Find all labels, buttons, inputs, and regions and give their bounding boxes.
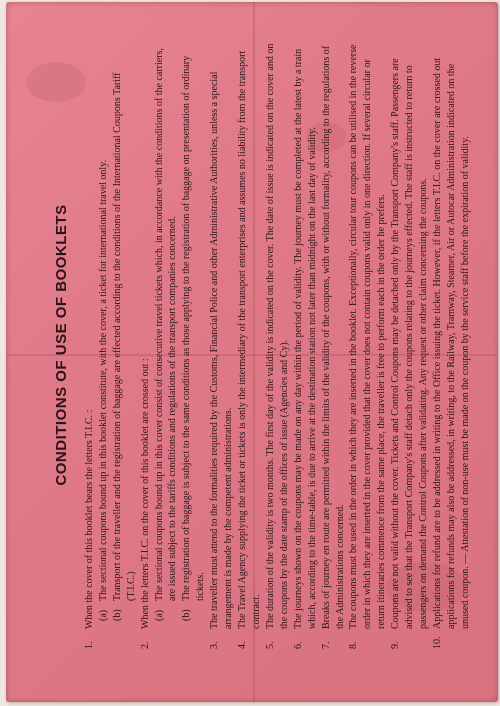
condition-body bbox=[389, 41, 431, 629]
condition-item bbox=[208, 41, 236, 649]
condition-item bbox=[139, 41, 209, 649]
condition-body bbox=[139, 41, 209, 629]
condition-number: 10. bbox=[431, 636, 443, 649]
condition-item bbox=[236, 41, 264, 649]
condition-body bbox=[347, 41, 389, 629]
condition-body bbox=[236, 41, 264, 629]
condition-number: 6. bbox=[292, 641, 304, 649]
subitem-label: (b) bbox=[111, 609, 123, 621]
condition-number: 2. bbox=[139, 641, 151, 649]
condition-body bbox=[431, 41, 473, 629]
condition-item bbox=[431, 41, 473, 649]
condition-body bbox=[208, 41, 236, 629]
condition-item bbox=[320, 41, 348, 649]
condition-body bbox=[83, 41, 139, 629]
condition-subitem bbox=[153, 41, 181, 629]
subitem-text: The sectional coupons bound up in this cover consist of consecutive travel tickets which, in accordance with the conditions of the carriers, are issued subject to the tariffs conditions and regulations of the transport companies concerned. bbox=[153, 48, 179, 601]
condition-text: The journeys shown on the coupons may be made on any day within the period of validity. The journey must be completed at the latest by a train which, according to the time-table, is due to arrive at the destination station not later than midnight on the last day of validity. bbox=[292, 48, 318, 629]
condition-subitem bbox=[180, 41, 208, 629]
condition-number: 3. bbox=[209, 641, 221, 649]
rotated-text-block bbox=[25, 23, 475, 683]
condition-item bbox=[347, 41, 389, 649]
subitem-label: (a) bbox=[97, 609, 109, 621]
condition-number: 1. bbox=[83, 641, 95, 649]
condition-body bbox=[264, 41, 292, 629]
condition-body bbox=[292, 41, 320, 629]
condition-text: The coupons must be used in the order in which they are inserted in the booklet. Exceptionally, circular tour coupons can be utilised in the reverse order in which they are inserted in the cover provided that the cover does not contain coupons valid only in one direction. If several circular or return itineraries commence from the same place, the traveller is free to perform each in the order he prefers. bbox=[348, 44, 388, 629]
condition-item bbox=[264, 41, 292, 649]
condition-text: The duration of the validity is two months. The first day of the validity is indicated on the cover. The date of issue is indicated on the cover and on the coupons by the date stamp of the offices of issue (Agencies and Cy). bbox=[264, 43, 290, 629]
condition-number: 5. bbox=[264, 641, 276, 649]
condition-text: Applications for refund are to be addressed in writing to the Office issuing the ticket. However, if the letters T.I.C. on the cover are crossed out applications for refunds may also be addressed, in writing, to the Railway, Tramway, Steamer, Air or Autocar Administration indicated on the unused coupon. — Attestation of non-use must be made on the coupon by the service staff before the expiration of validity. bbox=[431, 57, 471, 629]
condition-number: 8. bbox=[348, 641, 360, 649]
condition-text: The Travel Agency supplying the ticket or tickets is only the intermediary of the transport enterprises and assumes no liability from the transport contract. bbox=[237, 50, 262, 629]
subitem-text: The registration of baggage is subject to the same conditions as those applying to the registration of baggage on presentation of ordinary tickets. bbox=[181, 55, 207, 601]
subitem-label: (a) bbox=[153, 609, 165, 621]
condition-item bbox=[292, 41, 320, 649]
condition-item bbox=[389, 41, 431, 649]
subitem-text: The sectional coupons bound up in this booklet constitute, with the cover, a ticket for international travel only. bbox=[97, 159, 109, 601]
condition-item bbox=[83, 41, 139, 649]
condition-body bbox=[320, 41, 348, 629]
condition-text: When the letters T.I.C. on the cover of this booklet are crossed out : bbox=[139, 358, 151, 629]
subitem-label: (b) bbox=[181, 609, 193, 621]
conditions-list bbox=[83, 41, 473, 649]
condition-number: 7. bbox=[320, 641, 332, 649]
condition-text: Breaks of journey en route are permitted within the limits of the validity of the coupons, with or without formality, according to the regulations of the Administrations concerned. bbox=[320, 45, 346, 629]
condition-text: Coupons are not valid without the cover. Tickets and Control Coupons may be detached only by the Transport Company's staff. Passengers are advised to see that the Transport Company's staff detach only the coupons relating to the journeys effected. The staff is instructed to return to passengers on demand the Control Coupons after validating. Any request or other claim concerning the coupons. bbox=[390, 58, 430, 629]
condition-subitem bbox=[97, 41, 111, 629]
document-title: CONDITIONS OF USE OF BOOKLETS bbox=[53, 204, 70, 486]
subitem-text: Transport of the traveller and the registration of baggage are effected according to the conditions of the International Coupons Tariff (T.I.C.) bbox=[111, 72, 137, 601]
condition-text: The traveller must attend to the formalities required by the Customs, Financial Police and other Administrative Authorities, unless a special arrangement is made by the competent administrations. bbox=[209, 71, 235, 629]
condition-subitem bbox=[111, 41, 139, 629]
condition-number: 9. bbox=[390, 641, 402, 649]
condition-number: 4. bbox=[237, 641, 249, 649]
condition-text: When the cover of this booklet bears the letters T.I.C. : bbox=[83, 409, 95, 629]
